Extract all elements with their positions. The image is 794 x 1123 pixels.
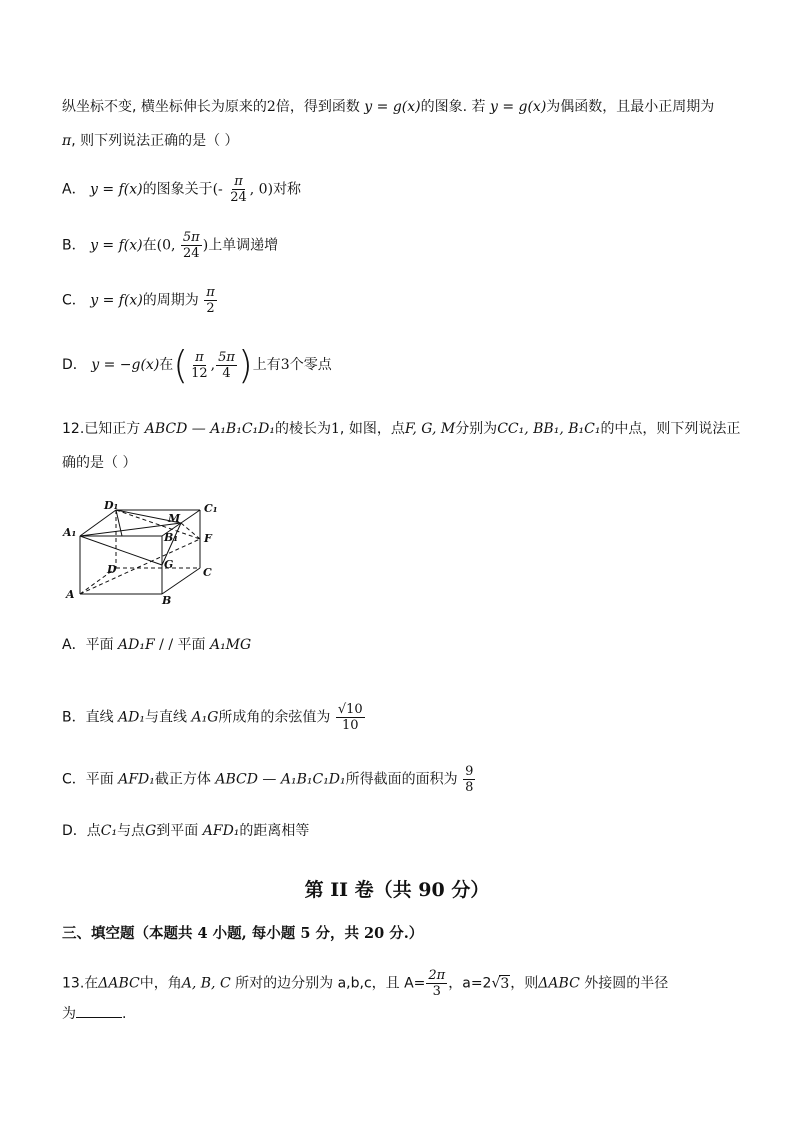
option-label: A． [62, 637, 86, 653]
q11-option-a[interactable] [62, 174, 301, 205]
cube-name: ABCD — A₁B₁C₁D₁ [144, 421, 275, 437]
answer-blank[interactable] [76, 1003, 122, 1018]
fraction [181, 230, 202, 261]
option-label: D． [62, 823, 87, 839]
left-paren: ( [173, 343, 189, 387]
label-c: C [203, 566, 212, 579]
frac-num: 5π [218, 349, 235, 365]
sqrt-sign: √ [491, 975, 501, 992]
q12-text: 的棱长为 [275, 421, 331, 437]
option-text: 点 [86, 823, 101, 839]
q11-stem-line1 [62, 96, 714, 118]
number: 1 [331, 421, 340, 437]
option-text: 平面 [177, 637, 206, 653]
q11-stem-line2 [62, 130, 239, 152]
option-text: 平面 [85, 771, 114, 788]
q11-eq-g: y = g(x) [364, 99, 421, 115]
option-text: 所得截面的面积为 [345, 771, 458, 788]
q13-text: 为 [62, 1006, 76, 1022]
label-d: D [107, 563, 117, 576]
q13-text: 外接圆的半径 [584, 975, 669, 992]
fraction [426, 968, 447, 999]
points: F, G, M [404, 421, 456, 437]
q12-text: 分别为 [455, 421, 498, 437]
option-label: C． [62, 292, 86, 309]
frac-den: 4 [222, 365, 231, 381]
option-label: C． [62, 771, 86, 788]
fraction [204, 285, 217, 316]
q11-option-c[interactable] [62, 285, 218, 316]
frac-num: 2π [428, 968, 446, 983]
number: 3 [280, 357, 290, 373]
cube-figure [62, 498, 242, 608]
option-text: 截正方体 [154, 771, 211, 788]
part3-heading: 三、填空题（本题共 4 小题, 每小题 5 分，共 20 分.） [62, 925, 424, 942]
fraction [336, 702, 365, 733]
option-text: 的图象关于 [142, 181, 213, 198]
q12-text: 的中点，则下列说法正 [600, 421, 741, 437]
q13-text: 在 [84, 975, 99, 992]
frac-num: π [234, 174, 243, 189]
frac-num: 5π [182, 230, 200, 245]
option-text: 在 [159, 357, 174, 373]
line-name: AD₁ [118, 709, 146, 726]
eq-f: y = f(x) [90, 292, 143, 309]
triangle: ΔABC [538, 975, 580, 992]
option-text: 个零点 [289, 357, 332, 373]
option-label: B． [62, 709, 86, 726]
triangle: ΔABC [98, 975, 140, 992]
q11-text: 倍，得到函数 [275, 99, 360, 115]
q13-text: . [122, 1006, 127, 1022]
option-text: 的距离相等 [239, 823, 310, 839]
point-name: G [145, 823, 157, 839]
option-text: 的周期为 [142, 292, 199, 309]
q11-text: , 则下列说法正确的是（ ） [71, 133, 239, 149]
q12-text: 已知正方 [84, 421, 141, 437]
option-label: A． [62, 181, 86, 198]
label-g: G [164, 558, 174, 571]
frac-den: 12 [191, 365, 208, 381]
label-a: A [66, 588, 75, 601]
fraction [228, 174, 249, 205]
frac-den: 24 [230, 190, 247, 205]
q13-text: ，则 [510, 975, 539, 992]
q13-text: 中，角 [139, 975, 182, 992]
plane: AFD₁ [118, 771, 155, 788]
frac-num: π [195, 349, 204, 365]
option-text: 直线 [85, 709, 114, 726]
option-text: 平面 [85, 637, 114, 653]
q12-option-c[interactable] [62, 764, 476, 795]
frac-den: 2 [206, 301, 215, 316]
option-text: 与直线 [145, 709, 188, 726]
frac-num: π [206, 285, 215, 300]
label-m: M [168, 512, 181, 525]
frac-den: 10 [341, 718, 359, 733]
q11-eq-g: y = g(x) [489, 99, 547, 115]
plane: AFD₁ [202, 823, 240, 839]
label-c1: C₁ [204, 502, 218, 515]
paren: ) [202, 237, 209, 254]
frac-den: 3 [432, 984, 441, 999]
option-text: 所成角的余弦值为 [218, 709, 331, 726]
angles: A, B, C [181, 975, 231, 992]
q12-option-d[interactable] [62, 820, 309, 842]
plane: A₁MG [209, 637, 252, 653]
option-text: 上有 [252, 357, 281, 373]
q11-option-d[interactable] [62, 343, 332, 387]
frac-den: 8 [465, 780, 474, 795]
label-b1: B₁ [164, 531, 179, 544]
q11-text: 为偶函数，且最小正周期为 [546, 99, 715, 115]
label-d1: D₁ [104, 499, 119, 512]
line-name: A₁G [191, 709, 219, 726]
frac-num: √10 [337, 702, 363, 717]
fraction [189, 350, 210, 381]
paren: (- [212, 181, 223, 198]
plane: AD₁F [118, 637, 155, 653]
q11-text: 的图象. 若 [420, 99, 486, 115]
q12-stem-line2 [62, 452, 136, 474]
label-b: B [162, 594, 172, 607]
option-text: 在 [142, 237, 157, 254]
q13-text: 所对的边分别为 a,b,c，且 A= [235, 975, 426, 992]
option-label: B． [62, 237, 86, 254]
frac-den: 24 [183, 246, 200, 261]
q13-line2 [62, 1003, 126, 1025]
q11-option-b[interactable] [62, 230, 278, 261]
q12-stem-line1 [62, 418, 740, 440]
section-title: 第 II 卷（共 90 分） [304, 879, 490, 901]
sqrt-radicand: 3 [500, 975, 510, 992]
option-text: 上单调递增 [208, 237, 279, 254]
question-number: 12. [62, 421, 85, 437]
eq-neg-g: y = −g(x) [91, 357, 160, 373]
option-label: D． [62, 357, 87, 373]
q13-text: ，a=2 [448, 975, 492, 992]
q12-option-a[interactable] [62, 634, 251, 656]
q13-line1 [62, 968, 668, 999]
q11-pi: π [62, 133, 72, 149]
option-text: 到平面 [156, 823, 199, 839]
segments: CC₁, BB₁, B₁C₁ [497, 421, 601, 437]
frac-num: 9 [465, 764, 474, 779]
parallel-sign: / / [154, 637, 178, 653]
label-a1: A₁ [63, 526, 77, 539]
question-number: 13. [62, 975, 85, 992]
label-f: F [204, 532, 212, 545]
eq-f: y = f(x) [90, 237, 143, 254]
paren: (0, [156, 237, 176, 254]
q12-option-b[interactable] [62, 702, 366, 733]
eq-f: y = f(x) [90, 181, 143, 198]
fraction [463, 764, 475, 795]
comma: , [210, 357, 216, 373]
q11-text: 纵坐标不变, 横坐标伸长为原来的 [62, 99, 267, 115]
q12-text: 确的是（ ） [62, 455, 137, 471]
option-text: 与点 [117, 823, 146, 839]
point-name: C₁ [100, 823, 118, 839]
paren: , 0) [249, 181, 274, 198]
q11-number: 2 [266, 99, 276, 115]
option-text: 对称 [273, 181, 302, 198]
q12-text: , 如图，点 [339, 421, 405, 437]
cube-name: ABCD — A₁B₁C₁D₁ [215, 771, 346, 788]
fraction [216, 350, 237, 381]
right-paren: ) [237, 343, 253, 387]
